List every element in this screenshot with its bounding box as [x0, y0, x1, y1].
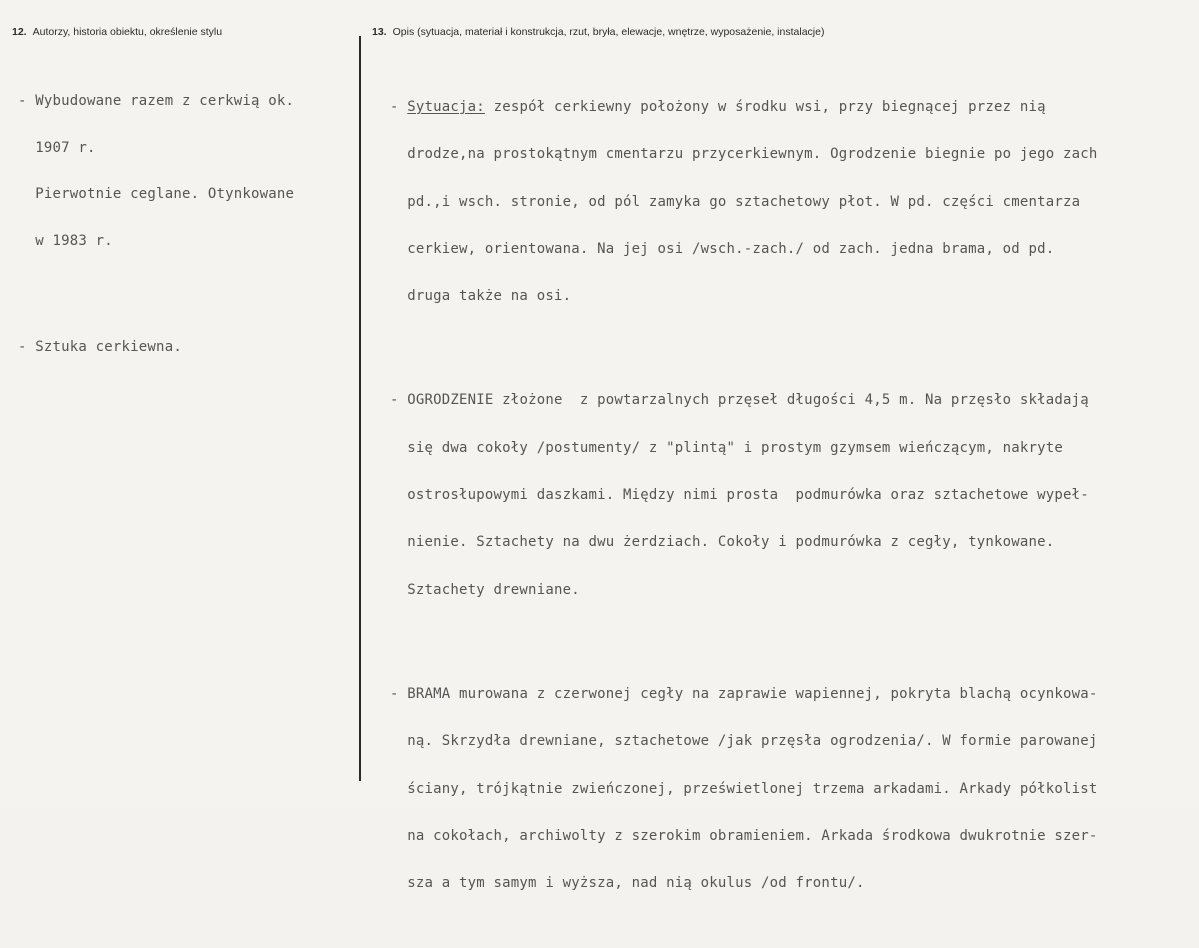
history-entry-construction	[18, 62, 353, 280]
text-line: ną. Skrzydła drewniane, sztachetowe /jak przęsła ogrodzenia/. W formie parowanej	[390, 733, 1098, 750]
section-12-label: Autorzy, historia obiektu, określenie stylu	[32, 26, 223, 38]
text-line: Pierwotnie ceglane. Otynkowane	[18, 186, 295, 202]
description-entry-gate	[390, 655, 1195, 923]
text-line: drodze,na prostokątnym cmentarzu przycerkiewnym. Ogrodzenie biegnie po jego zach	[390, 146, 1098, 163]
text-line	[390, 687, 1195, 702]
text-line	[390, 100, 1195, 115]
entry-dash: -	[390, 392, 408, 409]
description-entry-fence	[390, 361, 1195, 629]
entry-dash: -	[390, 685, 408, 702]
text-fragment: BRAMA murowana z czerwonej cegły na zaprawie wapiennej, pokryta blachą ocynkowa-	[407, 685, 1098, 702]
text-line: w 1983 r.	[18, 232, 113, 249]
description-entry-situation	[390, 68, 1195, 336]
text-fragment: OGRODZENIE złożone z powtarzalnych przęseł długości 4,5 m. Na przęsło składają	[407, 392, 1089, 409]
section-12-header	[12, 26, 222, 38]
text-line: druga także na osi.	[390, 288, 572, 305]
entry-dash: -	[390, 99, 408, 115]
text-line: 1907 r.	[18, 139, 96, 156]
text-line: sza a tym samym i wyższa, nad nią okulus /od frontu/.	[390, 875, 865, 892]
history-entry-style	[18, 308, 353, 387]
description-column	[390, 68, 1195, 948]
text-line: się dwa cokoły /postumenty/ z "plintą" i prostym gzymsem wieńczącym, nakryte	[390, 439, 1064, 456]
section-13-number: 13.	[372, 26, 387, 38]
text-line	[390, 393, 1195, 408]
text-line: - Wybudowane razem z cerkwią ok.	[18, 93, 295, 109]
text-line: nienie. Sztachety na dwu żerdziach. Cokoły i podmurówka z cegły, tynkowane.	[390, 534, 1055, 551]
history-column	[18, 62, 353, 415]
section-12-number: 12.	[12, 26, 27, 38]
situation-heading: Sytuacja:	[407, 99, 485, 115]
text-line: Sztachety drewniane.	[390, 581, 580, 598]
text-line: ostrosłupowymi daszkami. Między nimi prosta podmurówka oraz sztachetowe wypeł-	[390, 487, 1089, 504]
column-divider	[359, 36, 361, 781]
text-line: - Sztuka cerkiewna.	[18, 339, 182, 355]
text-line: na cokołach, archiwolty z szerokim obramieniem. Arkada środkowa dwukrotnie szer-	[390, 827, 1098, 844]
text-fragment: zespół cerkiewny położony w środku wsi, przy biegnącej przez nią	[484, 99, 1046, 115]
section-13-header	[372, 26, 824, 38]
text-line: ściany, trójkątnie zwieńczonej, prześwietlonej trzema arkadami. Arkady półkolist	[390, 780, 1098, 797]
text-line: cerkiew, orientowana. Na jej osi /wsch.-zach./ od zach. jedna brama, od pd.	[390, 240, 1055, 257]
text-line: pd.,i wsch. stronie, od pól zamyka go sztachetowy płot. W pd. części cmentarza	[390, 193, 1081, 210]
section-13-label: Opis (sytuacja, materiał i konstrukcja, rzut, bryła, elewacje, wnętrze, wyposażenie, instalacje)	[392, 26, 825, 38]
